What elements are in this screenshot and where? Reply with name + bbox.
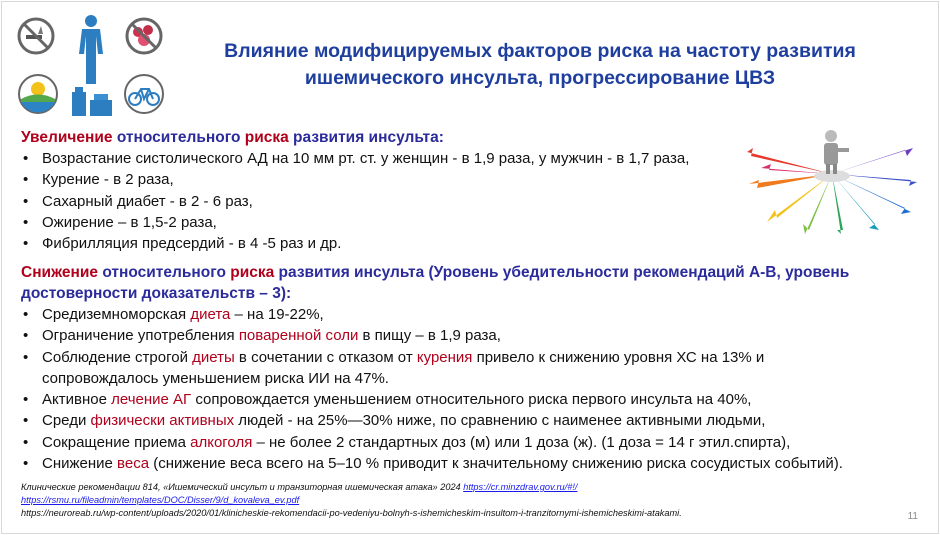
decrease-heading: [21, 262, 901, 304]
list-item: • Возрастание систолического АД на 10 мм рт. ст. у женщин - в 1,9 раза, у мужчин - в 1,7 раза,: [21, 148, 741, 169]
increase-list: [21, 148, 741, 254]
slide-title: [185, 38, 895, 92]
list-item: • Средиземноморская диета – на 19-22%,: [21, 304, 921, 325]
list-item: • Курение - в 2 раза,: [21, 169, 741, 190]
decrease-list: [21, 304, 921, 474]
person-figure-icon: [74, 14, 108, 86]
lifestyle-bottles-icon: [70, 86, 114, 118]
references: [21, 481, 881, 520]
reference-link-rsmu[interactable]: https://rsmu.ru/fileadmin/templates/DOC/Disser/9/d_kovaleva_ev.pdf: [21, 495, 300, 505]
title-line-2: ишемического инсульта, прогрессирование ЦВЗ: [304, 67, 776, 89]
list-item: • Активное лечение АГ сопровождается уменьшением относительного риска первого инсульта на 40%,: [21, 389, 921, 410]
title-line-1: Влияние модифицируемых факторов риска на частоту развития: [224, 40, 856, 62]
list-item: • Среди физически активных людей - на 25%—30% ниже, по сравнению с наименее активными людьми,: [21, 410, 921, 431]
decrease-head-word2: относительного: [102, 264, 226, 281]
decrease-head-word1: Снижение: [21, 264, 99, 281]
radiating-arrows-illustration: [747, 126, 917, 234]
reference-line-3: https://neuroreab.ru/wp-content/uploads/2020/01/klinicheskie-rekomendacii-po-vedeniyu-bolnyh-s-ishemicheskim-insultom-i-tranzitornymi-ishemicheskimi-atakami.: [21, 508, 682, 518]
increase-heading: [21, 127, 444, 148]
increase-head-word1: Увеличение: [21, 129, 113, 146]
no-smoking-drinking-icon: [16, 16, 56, 56]
list-item: • Ожирение – в 1,5-2 раза,: [21, 212, 741, 233]
list-item: • Фибрилляция предсердий - в 4 -5 раз и др.: [21, 233, 741, 254]
list-item: • Сокращение приема алкоголя – не более 2 стандартных доз (м) или 1 доза (ж). (1 доза = 14 г этил.спирта),: [21, 432, 921, 453]
unhealthy-food-icon: [124, 16, 164, 56]
increase-head-word2: относительного: [116, 129, 241, 146]
list-item: • Сахарный диабет - в 2 - 6 раз,: [21, 191, 741, 212]
page-number: 11: [907, 511, 918, 522]
decrease-head-word4: развития инсульта (Уровень убедительности рекомендаций А-В, уровень: [278, 264, 850, 281]
reference-line-1: Клинические рекомендации 814, «Ишемический инсульт и транзиторная ишемическая атака» 2024 https://cr.minzdrav.gov.ru/#!/: [21, 482, 578, 492]
increase-head-word3: риска: [244, 129, 289, 146]
list-item: • Ограничение употребления поваренной соли в пищу – в 1,9 раза,: [21, 325, 921, 346]
list-item: • Соблюдение строгой диеты в сочетании с отказом от курения привело к снижению уровня ХС на 13% и сопровождалось уменьшением риска ИИ на 47%.: [21, 347, 921, 390]
risk-factor-icons: [16, 14, 166, 120]
reference-line-2: [21, 494, 881, 507]
reference-link-minzdrav[interactable]: https://cr.minzdrav.gov.ru/#!/: [463, 482, 578, 492]
bicycle-icon: [122, 72, 166, 116]
person-on-pedestal: [824, 130, 849, 174]
decrease-head-word3: риска: [230, 264, 275, 281]
landscape-sun-icon: [16, 72, 60, 116]
decrease-head-line2: достоверности доказательств – 3):: [21, 285, 292, 302]
increase-head-word4: развития инсульта:: [293, 129, 444, 146]
list-item: • Снижение веса (снижение веса всего на 5–10 % приводит к значительному снижению риска сосудистых событий).: [21, 453, 921, 474]
